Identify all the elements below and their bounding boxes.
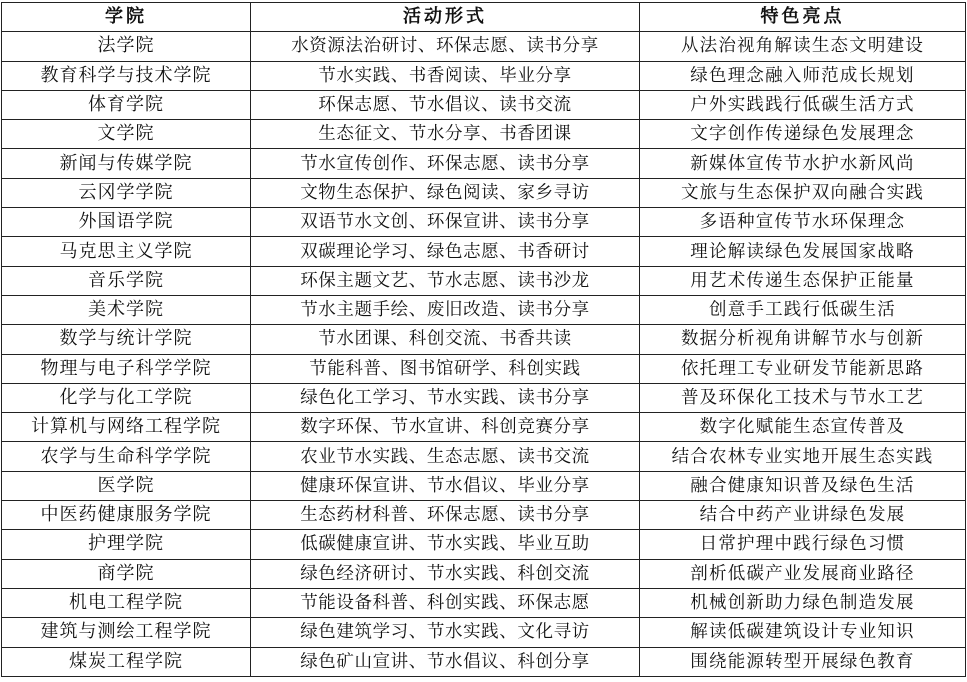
college-name-cell: 护理学院 — [2, 530, 251, 559]
highlight-cell: 围绕能源转型开展绿色教育 — [640, 647, 966, 676]
college-name-cell: 美术学院 — [2, 295, 251, 324]
activity-form-cell: 环保志愿、节水倡议、读书交流 — [251, 90, 640, 119]
header-row — [2, 3, 966, 32]
table-row — [2, 61, 966, 90]
college-name-cell: 文学院 — [2, 120, 251, 149]
table-row — [2, 295, 966, 324]
highlight-cell: 结合中药产业讲绿色发展 — [640, 501, 966, 530]
table-row — [2, 90, 966, 119]
activity-form-cell: 绿色化工学习、节水实践、读书分享 — [251, 383, 640, 412]
activity-form-cell: 数字环保、节水宣讲、科创竞赛分享 — [251, 413, 640, 442]
highlight-cell: 剖析低碳产业发展商业路径 — [640, 559, 966, 588]
college-name-cell: 计算机与网络工程学院 — [2, 413, 251, 442]
table-row — [2, 383, 966, 412]
college-name-cell: 建筑与测绘工程学院 — [2, 618, 251, 647]
activity-form-cell: 健康环保宣讲、节水倡议、毕业分享 — [251, 471, 640, 500]
highlight-cell: 绿色理念融入师范成长规划 — [640, 61, 966, 90]
activity-form-cell: 节水宣传创作、环保志愿、读书分享 — [251, 149, 640, 178]
college-name-cell: 音乐学院 — [2, 266, 251, 295]
table-row — [2, 32, 966, 61]
college-name-cell: 数学与统计学院 — [2, 325, 251, 354]
highlight-cell: 数字化赋能生态宣传普及 — [640, 413, 966, 442]
activity-form-cell: 节水主题手绘、废旧改造、读书分享 — [251, 295, 640, 324]
activity-form-cell: 水资源法治研讨、环保志愿、读书分享 — [251, 32, 640, 61]
header-activity-form: 活动形式 — [251, 3, 640, 32]
highlight-cell: 新媒体宣传节水护水新风尚 — [640, 149, 966, 178]
college-name-cell: 化学与化工学院 — [2, 383, 251, 412]
table-row — [2, 618, 966, 647]
table-row — [2, 471, 966, 500]
highlight-cell: 日常护理中践行绿色习惯 — [640, 530, 966, 559]
college-name-cell: 物理与电子科学学院 — [2, 354, 251, 383]
table-body — [2, 32, 966, 677]
college-name-cell: 中医药健康服务学院 — [2, 501, 251, 530]
highlight-cell: 数据分析视角讲解节水与创新 — [640, 325, 966, 354]
college-name-cell: 法学院 — [2, 32, 251, 61]
table-row — [2, 178, 966, 207]
activity-form-cell: 节水实践、书香阅读、毕业分享 — [251, 61, 640, 90]
college-name-cell: 医学院 — [2, 471, 251, 500]
activity-form-cell: 文物生态保护、绿色阅读、家乡寻访 — [251, 178, 640, 207]
activity-form-cell: 生态征文、节水分享、书香团课 — [251, 120, 640, 149]
college-name-cell: 体育学院 — [2, 90, 251, 119]
table-row — [2, 588, 966, 617]
activity-form-cell: 环保主题文艺、节水志愿、读书沙龙 — [251, 266, 640, 295]
table-row — [2, 413, 966, 442]
college-activity-table — [1, 2, 966, 677]
activity-form-cell: 生态药材科普、环保志愿、读书分享 — [251, 501, 640, 530]
header-college: 学院 — [2, 3, 251, 32]
activity-form-cell: 节水团课、科创交流、书香共读 — [251, 325, 640, 354]
highlight-cell: 文旅与生态保护双向融合实践 — [640, 178, 966, 207]
activity-form-cell: 节能设备科普、科创实践、环保志愿 — [251, 588, 640, 617]
highlight-cell: 依托理工专业研发节能新思路 — [640, 354, 966, 383]
activity-form-cell: 绿色经济研讨、节水实践、科创交流 — [251, 559, 640, 588]
table-row — [2, 442, 966, 471]
college-name-cell: 机电工程学院 — [2, 588, 251, 617]
activity-form-cell: 低碳健康宣讲、节水实践、毕业互助 — [251, 530, 640, 559]
highlight-cell: 融合健康知识普及绿色生活 — [640, 471, 966, 500]
table-row — [2, 354, 966, 383]
college-name-cell: 外国语学院 — [2, 208, 251, 237]
table-row — [2, 530, 966, 559]
table-row — [2, 501, 966, 530]
activity-form-cell: 农业节水实践、生态志愿、读书交流 — [251, 442, 640, 471]
highlight-cell: 结合农林专业实地开展生态实践 — [640, 442, 966, 471]
college-name-cell: 商学院 — [2, 559, 251, 588]
highlight-cell: 解读低碳建筑设计专业知识 — [640, 618, 966, 647]
college-name-cell: 马克思主义学院 — [2, 237, 251, 266]
table-row — [2, 208, 966, 237]
highlight-cell: 机械创新助力绿色制造发展 — [640, 588, 966, 617]
highlight-cell: 理论解读绿色发展国家战略 — [640, 237, 966, 266]
table-header — [2, 3, 966, 32]
table-row — [2, 237, 966, 266]
table-row — [2, 120, 966, 149]
college-name-cell: 煤炭工程学院 — [2, 647, 251, 676]
highlight-cell: 创意手工践行低碳生活 — [640, 295, 966, 324]
activity-form-cell: 双碳理论学习、绿色志愿、书香研讨 — [251, 237, 640, 266]
college-name-cell: 新闻与传媒学院 — [2, 149, 251, 178]
table-row — [2, 266, 966, 295]
highlight-cell: 普及环保化工技术与节水工艺 — [640, 383, 966, 412]
college-name-cell: 云冈学学院 — [2, 178, 251, 207]
table-row — [2, 325, 966, 354]
college-name-cell: 教育科学与技术学院 — [2, 61, 251, 90]
highlight-cell: 从法治视角解读生态文明建设 — [640, 32, 966, 61]
activity-form-cell: 绿色矿山宣讲、节水倡议、科创分享 — [251, 647, 640, 676]
highlight-cell: 用艺术传递生态保护正能量 — [640, 266, 966, 295]
table-row — [2, 559, 966, 588]
table-row — [2, 149, 966, 178]
activity-form-cell: 双语节水文创、环保宣讲、读书分享 — [251, 208, 640, 237]
highlight-cell: 多语种宣传节水环保理念 — [640, 208, 966, 237]
header-highlight: 特色亮点 — [640, 3, 966, 32]
highlight-cell: 文字创作传递绿色发展理念 — [640, 120, 966, 149]
activity-form-cell: 绿色建筑学习、节水实践、文化寻访 — [251, 618, 640, 647]
table-row — [2, 647, 966, 676]
activity-form-cell: 节能科普、图书馆研学、科创实践 — [251, 354, 640, 383]
highlight-cell: 户外实践践行低碳生活方式 — [640, 90, 966, 119]
college-name-cell: 农学与生命科学学院 — [2, 442, 251, 471]
